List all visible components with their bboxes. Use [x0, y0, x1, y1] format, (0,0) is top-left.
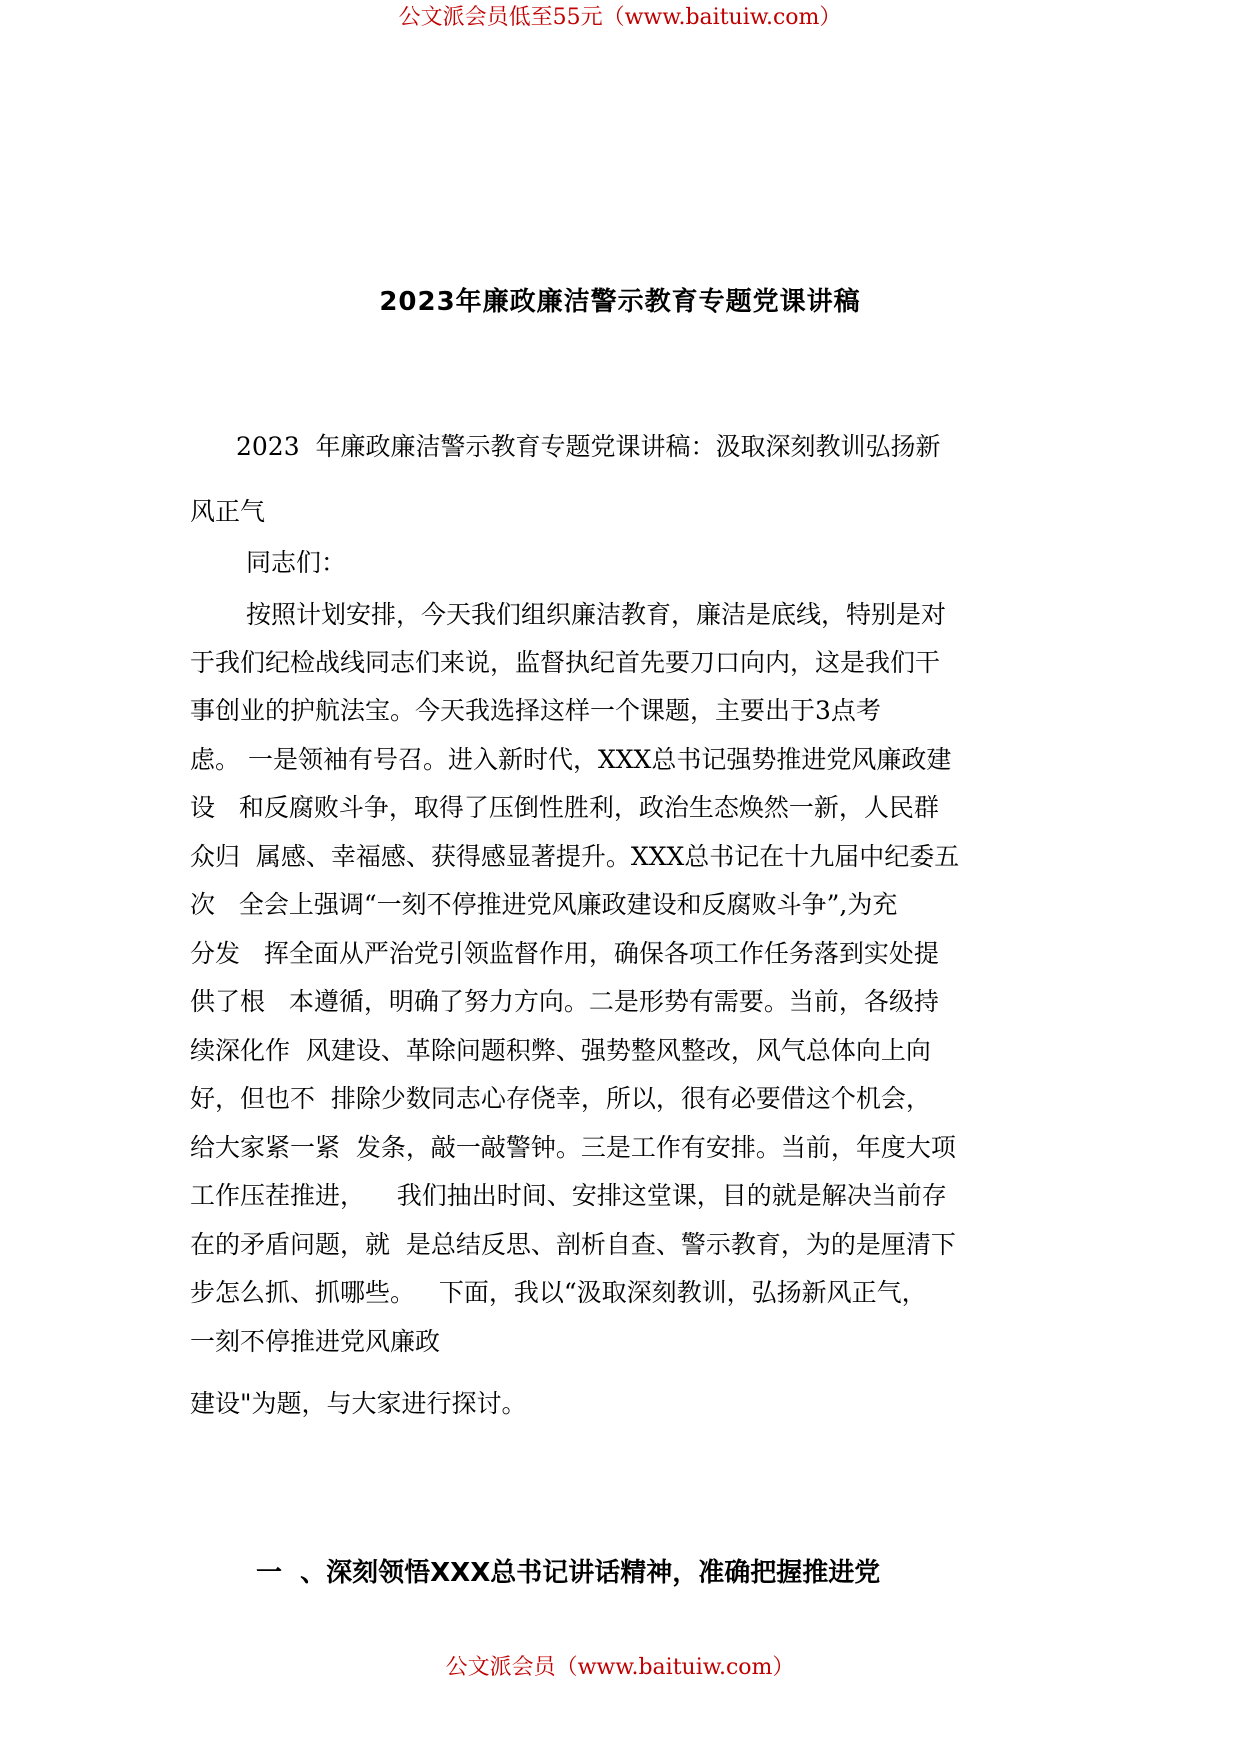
body-line: 工作压茬推进， 我们抽出时间、安排这堂课，目的就是解决当前存 [190, 1181, 947, 1210]
body-line: 分发 挥全面从严治党引领监督作用，确保各项工作任务落到实处提 [190, 939, 939, 968]
body-line: 一刻不停推进党风廉政 [190, 1327, 441, 1356]
body-line: 建设"为题，与大家进行探讨。 [190, 1389, 527, 1418]
body-line: 给大家紧一紧 发条，敲一敲警钟。三是工作有安排。当前，年度大项 [190, 1133, 956, 1162]
body-line: 步怎么抓、抓哪些。 下面，我以“汲取深刻教训，弘扬新风正气， [190, 1278, 927, 1307]
body-line: 事创业的护航法宝。今天我选择这样一个课题，主要出于3点考 [190, 696, 881, 725]
greeting: 同志们： [246, 548, 347, 577]
body-line: 供了根 本遵循，明确了努力方向。二是形势有需要。当前，各级持 [190, 987, 939, 1016]
body-line: 设 和反腐败斗争，取得了压倒性胜利，政治生态焕然一新，人民群 [190, 793, 939, 822]
document-title: 2023年廉政廉洁警示教育专题党课讲稿 [379, 287, 861, 317]
body-line: 在的矛盾问题，就 是总结反思、剖析自查、警示教育，为的是厘清下 [190, 1230, 956, 1259]
footer-promo-banner: 公文派会员（www.baituiw.com） [445, 1655, 795, 1680]
body-line: 于我们纪检战线同志们来说，监督执纪首先要刀口向内，这是我们干 [190, 648, 941, 677]
body-line: 虑。 一是领袖有号召。进入新时代，XXX总书记强势推进党风廉政建 [190, 745, 952, 774]
header-promo-banner: 公文派会员低至55元（www.baituiw.com） [398, 5, 842, 30]
body-line: 好，但也不 排除少数同志心存侥幸，所以，很有必要借这个机会， [190, 1084, 931, 1113]
body-line: 次 全会上强调“一刻不停推进党风廉政建设和反腐败斗争”,为充 [190, 890, 898, 919]
body-line: 续深化作 风建设、革除问题积弊、强势整风整改，风气总体向上向 [190, 1036, 931, 1065]
body-line: 众归 属感、幸福感、获得感显著提升。XXX总书记在十九届中纪委五 [190, 842, 960, 871]
section-heading: 一 、深刻领悟XXX总书记讲话精神，准确把握推进党 [256, 1558, 881, 1588]
subtitle-line: 2023 年廉政廉洁警示教育专题党课讲稿：汲取深刻教训弘扬新 [236, 432, 941, 461]
body-line: 按照计划安排，今天我们组织廉洁教育，廉洁是底线，特别是对 [246, 600, 947, 629]
subtitle-line: 风正气 [190, 497, 266, 526]
